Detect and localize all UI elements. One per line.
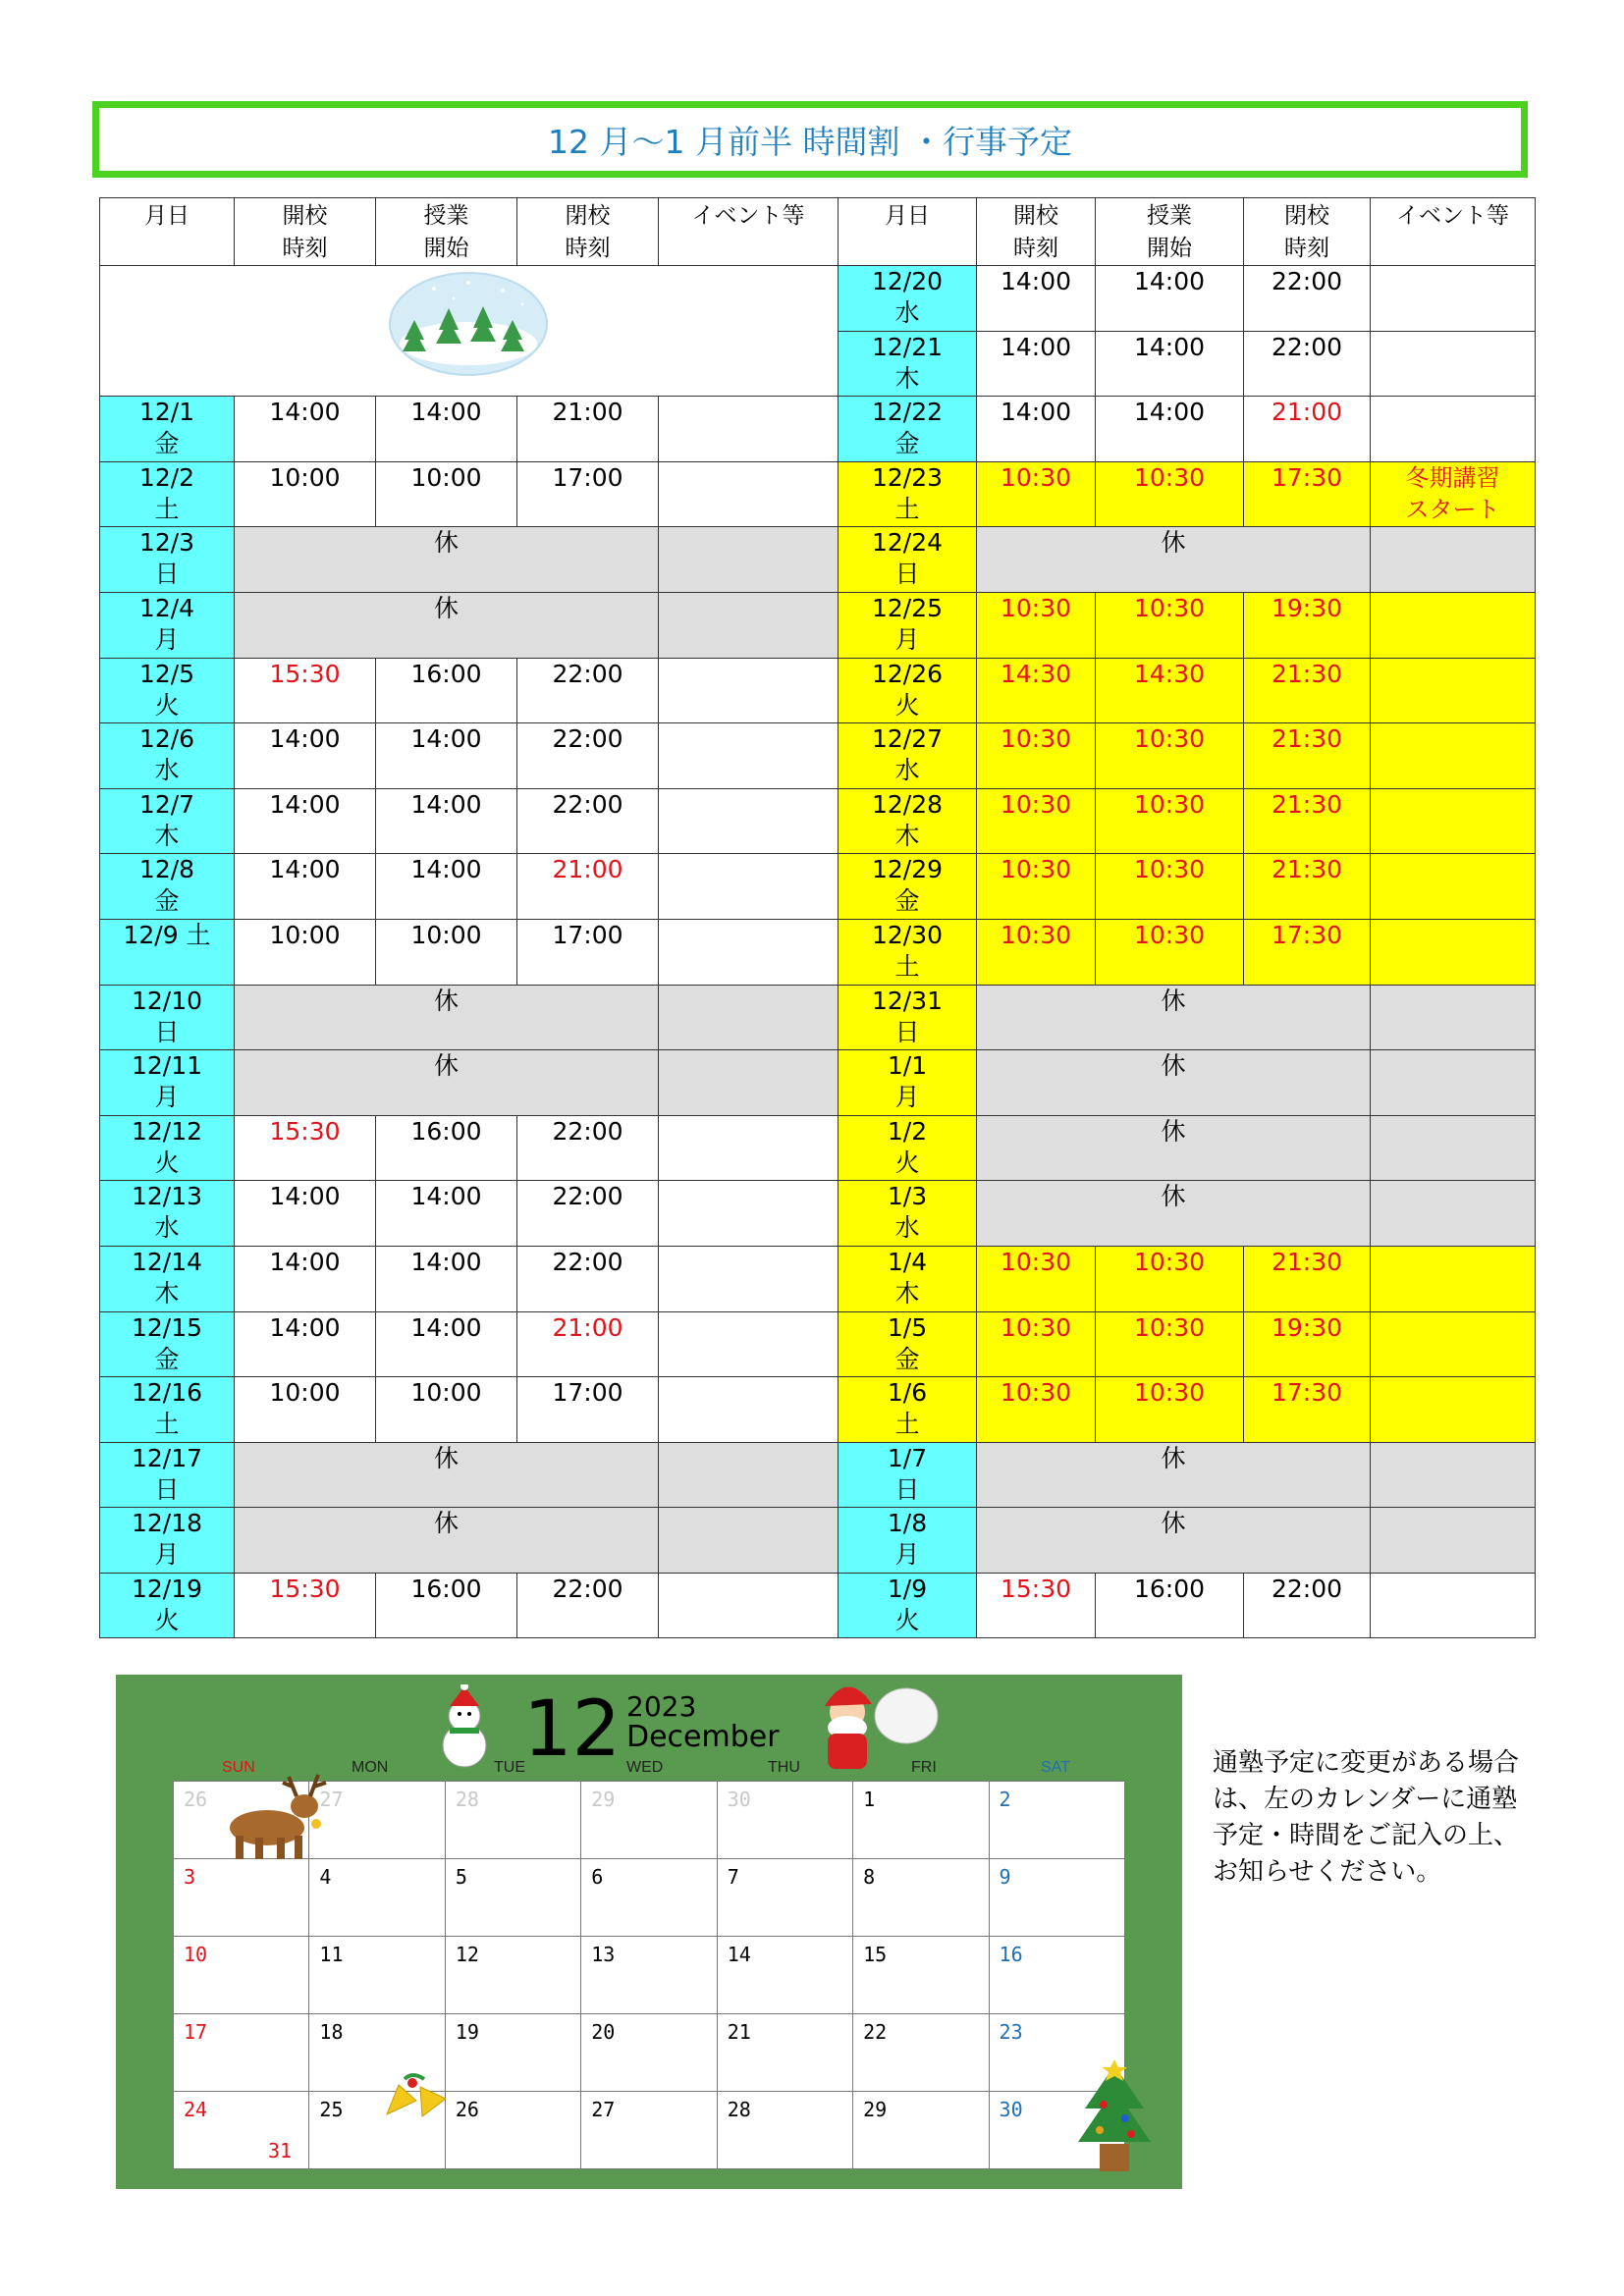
calendar-day[interactable] <box>581 2014 717 2092</box>
column-header: 月日 <box>839 198 977 266</box>
close-time-cell: 21:00 <box>517 1311 659 1377</box>
date-cell: 12/21 木 <box>839 331 977 397</box>
calendar-day[interactable] <box>309 1937 445 2014</box>
schedule-row <box>100 919 1536 985</box>
event-cell <box>1371 985 1536 1050</box>
day-number: 21 <box>727 2020 751 2044</box>
calendar-day[interactable] <box>989 1937 1124 2014</box>
closed-cell: 休 <box>977 1115 1371 1181</box>
day-number: 20 <box>591 2020 616 2044</box>
page-title: 12 月～1 月前半 時間割 ・行事予定 <box>92 101 1528 178</box>
date-cell: 1/1 月 <box>839 1050 977 1116</box>
event-cell <box>1371 397 1536 462</box>
day-number: 27 <box>591 2098 616 2121</box>
date-cell: 1/3 水 <box>839 1181 977 1247</box>
schedule-row <box>100 723 1536 789</box>
event-cell <box>1371 788 1536 854</box>
start-time-cell: 16:00 <box>376 658 517 723</box>
calendar-day[interactable] <box>717 2092 852 2169</box>
close-time-cell: 17:00 <box>517 919 659 985</box>
open-time-cell: 10:30 <box>977 919 1096 985</box>
column-header: 閉校 時刻 <box>517 198 659 266</box>
event-cell <box>659 854 839 920</box>
event-cell <box>1371 919 1536 985</box>
schedule-row <box>100 1377 1536 1443</box>
event-cell <box>659 1508 839 1574</box>
start-time-cell: 10:00 <box>376 461 517 527</box>
open-time-cell: 14:00 <box>977 331 1096 397</box>
day-number: 28 <box>455 1788 479 1811</box>
event-cell <box>659 1442 839 1508</box>
day-number: 27 <box>319 1788 344 1811</box>
close-time-cell: 17:30 <box>1244 1377 1371 1443</box>
column-header: 開校 時刻 <box>977 198 1096 266</box>
start-time-cell: 14:00 <box>1096 397 1244 462</box>
day-number: 1 <box>863 1788 876 1811</box>
schedule-row <box>100 1442 1536 1508</box>
start-time-cell: 10:30 <box>1096 854 1244 920</box>
event-cell <box>1371 527 1536 593</box>
open-time-cell: 10:00 <box>235 461 376 527</box>
day-number: 22 <box>863 2020 888 2044</box>
date-cell: 12/25 月 <box>839 592 977 658</box>
schedule-row <box>100 1115 1536 1181</box>
event-cell <box>1371 1311 1536 1377</box>
event-cell <box>1371 1573 1536 1638</box>
calendar-day[interactable] <box>581 2092 717 2169</box>
open-time-cell: 14:00 <box>235 723 376 789</box>
event-cell <box>1371 1115 1536 1181</box>
note-text: 通塾予定に変更がある場合は、左のカレンダーに通塾予定・時間をご記入の上、お知らせください。 <box>1213 1748 1520 1887</box>
weekday-wed: WED <box>626 1759 664 1776</box>
close-time-cell: 22:00 <box>517 1246 659 1311</box>
calendar-day[interactable] <box>853 1859 989 1937</box>
close-time-cell: 22:00 <box>1244 331 1371 397</box>
open-time-cell: 10:30 <box>977 854 1096 920</box>
event-cell <box>659 1181 839 1247</box>
open-time-cell: 15:30 <box>235 658 376 723</box>
date-cell: 12/30 土 <box>839 919 977 985</box>
date-cell: 12/28 木 <box>839 788 977 854</box>
date-cell: 12/23 土 <box>839 461 977 527</box>
calendar-day[interactable] <box>581 1782 717 1859</box>
start-time-cell: 10:30 <box>1096 788 1244 854</box>
calendar-day[interactable] <box>445 2014 580 2092</box>
date-cell: 12/4 月 <box>100 592 235 658</box>
closed-cell: 休 <box>235 1050 659 1116</box>
day-number: 24 <box>184 2098 208 2121</box>
calendar-day[interactable] <box>309 1859 445 1937</box>
day-number: 28 <box>727 2098 751 2121</box>
open-time-cell: 14:00 <box>235 1246 376 1311</box>
day-number: 16 <box>999 1943 1023 1966</box>
close-time-cell: 21:00 <box>1244 397 1371 462</box>
close-time-cell: 21:00 <box>517 854 659 920</box>
close-time-cell: 21:30 <box>1244 1246 1371 1311</box>
close-time-cell: 22:00 <box>1244 266 1371 332</box>
date-cell: 12/11 月 <box>100 1050 235 1116</box>
day-number: 18 <box>319 2020 344 2044</box>
column-header: 授業 開始 <box>376 198 517 266</box>
calendar-day[interactable] <box>174 2092 309 2169</box>
event-cell <box>1371 592 1536 658</box>
event-cell <box>1371 1377 1536 1443</box>
open-time-cell: 14:30 <box>977 658 1096 723</box>
open-time-cell: 14:00 <box>235 1181 376 1247</box>
event-cell <box>659 1050 839 1116</box>
schedule-row <box>100 1508 1536 1574</box>
open-time-cell: 10:30 <box>977 1377 1096 1443</box>
close-time-cell: 21:30 <box>1244 723 1371 789</box>
close-time-cell: 22:00 <box>1244 1573 1371 1638</box>
day-number: 29 <box>863 2098 888 2121</box>
date-cell: 1/7 日 <box>839 1442 977 1508</box>
open-time-cell: 14:00 <box>235 397 376 462</box>
date-cell: 12/5 火 <box>100 658 235 723</box>
header-row <box>100 198 1536 266</box>
open-time-cell: 10:30 <box>977 1246 1096 1311</box>
day-number: 17 <box>184 2020 208 2044</box>
start-time-cell: 16:00 <box>376 1573 517 1638</box>
date-cell: 12/26 火 <box>839 658 977 723</box>
event-cell <box>1371 331 1536 397</box>
calendar-day[interactable] <box>445 1937 580 2014</box>
start-time-cell: 10:30 <box>1096 592 1244 658</box>
closed-cell: 休 <box>977 985 1371 1050</box>
start-time-cell: 10:30 <box>1096 1246 1244 1311</box>
day-number: 26 <box>455 2098 479 2121</box>
close-time-cell: 17:30 <box>1244 919 1371 985</box>
schedule-row <box>100 658 1536 723</box>
day-number: 11 <box>319 1943 344 1966</box>
day-number: 23 <box>999 2020 1023 2044</box>
day-number-extra: 31 <box>268 2139 293 2163</box>
date-cell: 12/29 金 <box>839 854 977 920</box>
start-time-cell: 14:00 <box>376 1311 517 1377</box>
calendar-day[interactable] <box>853 1782 989 1859</box>
event-cell <box>659 397 839 462</box>
event-cell <box>1371 723 1536 789</box>
date-cell: 1/2 火 <box>839 1115 977 1181</box>
date-cell: 12/7 木 <box>100 788 235 854</box>
date-cell: 1/6 土 <box>839 1377 977 1443</box>
reindeer-icon <box>206 1767 334 1865</box>
calendar-day[interactable] <box>174 2014 309 2092</box>
start-time-cell: 10:30 <box>1096 723 1244 789</box>
open-time-cell: 10:30 <box>977 461 1096 527</box>
event-cell <box>659 985 839 1050</box>
day-number: 9 <box>999 1865 1011 1889</box>
event-cell <box>659 461 839 527</box>
weekday-sun: SUN <box>222 1759 255 1776</box>
start-time-cell: 14:00 <box>376 788 517 854</box>
event-cell <box>659 788 839 854</box>
date-cell: 12/31 日 <box>839 985 977 1050</box>
date-cell: 12/3 日 <box>100 527 235 593</box>
schedule-table <box>99 197 1536 1638</box>
calendar-day[interactable] <box>445 2092 580 2169</box>
event-cell <box>1371 1246 1536 1311</box>
close-time-cell: 21:00 <box>517 397 659 462</box>
schedule-row <box>100 527 1536 593</box>
event-cell <box>659 1246 839 1311</box>
closed-cell: 休 <box>235 527 659 593</box>
weekday-thu: THU <box>768 1759 800 1776</box>
date-cell: 12/9 土 <box>100 919 235 985</box>
calendar-day[interactable] <box>717 1859 852 1937</box>
calendar-day[interactable] <box>853 2092 989 2169</box>
date-cell: 12/6 水 <box>100 723 235 789</box>
calendar-month-number: 12 <box>523 1685 622 1774</box>
closed-cell: 休 <box>977 1508 1371 1574</box>
open-time-cell: 14:00 <box>235 1311 376 1377</box>
closed-cell: 休 <box>977 527 1371 593</box>
column-header: 開校 時刻 <box>235 198 376 266</box>
event-cell <box>659 527 839 593</box>
column-header: 授業 開始 <box>1096 198 1244 266</box>
close-time-cell: 19:30 <box>1244 1311 1371 1377</box>
calendar-day[interactable] <box>989 1859 1124 1937</box>
start-time-cell: 10:00 <box>376 1377 517 1443</box>
date-cell: 12/10 日 <box>100 985 235 1050</box>
day-number: 19 <box>455 2020 479 2044</box>
open-time-cell: 14:00 <box>977 397 1096 462</box>
event-cell <box>1371 1442 1536 1508</box>
close-time-cell: 21:30 <box>1244 788 1371 854</box>
calendar-week <box>174 2014 1125 2092</box>
event-cell <box>659 1311 839 1377</box>
day-number: 2 <box>999 1788 1011 1811</box>
closed-cell: 休 <box>235 592 659 658</box>
date-cell: 1/4 木 <box>839 1246 977 1311</box>
schedule-row <box>100 788 1536 854</box>
schedule-row <box>100 1050 1536 1116</box>
schedule-row <box>100 461 1536 527</box>
open-time-cell: 10:30 <box>977 788 1096 854</box>
weekday-mon: MON <box>352 1759 389 1776</box>
weekday-fri: FRI <box>911 1759 937 1776</box>
column-header: 閉校 時刻 <box>1244 198 1371 266</box>
bells-icon <box>377 2071 465 2130</box>
schedule-row <box>100 1181 1536 1247</box>
start-time-cell: 14:00 <box>1096 331 1244 397</box>
closed-cell: 休 <box>235 985 659 1050</box>
start-time-cell: 10:30 <box>1096 919 1244 985</box>
schedule-row <box>100 592 1536 658</box>
day-number: 10 <box>184 1943 208 1966</box>
closed-cell: 休 <box>977 1442 1371 1508</box>
snow-globe-icon <box>385 269 552 377</box>
start-time-cell: 16:00 <box>1096 1573 1244 1638</box>
day-number: 29 <box>591 1788 616 1811</box>
event-cell: 冬期講習 スタート <box>1371 461 1536 527</box>
date-cell: 12/19 火 <box>100 1573 235 1638</box>
open-time-cell: 10:30 <box>977 592 1096 658</box>
schedule-row <box>100 854 1536 920</box>
column-header: 月日 <box>100 198 235 266</box>
event-cell <box>1371 1181 1536 1247</box>
date-cell: 12/2 土 <box>100 461 235 527</box>
date-cell: 12/13 水 <box>100 1181 235 1247</box>
open-time-cell: 10:00 <box>235 1377 376 1443</box>
start-time-cell: 14:00 <box>1096 266 1244 332</box>
date-cell: 12/17 日 <box>100 1442 235 1508</box>
start-time-cell: 14:00 <box>376 854 517 920</box>
event-cell <box>659 1573 839 1638</box>
event-cell <box>1371 266 1536 332</box>
closed-cell: 休 <box>977 1050 1371 1116</box>
calendar-week <box>174 2092 1125 2169</box>
close-time-cell: 17:00 <box>517 461 659 527</box>
close-time-cell: 22:00 <box>517 1573 659 1638</box>
date-cell: 12/8 金 <box>100 854 235 920</box>
calendar-week <box>174 1859 1125 1937</box>
day-number: 6 <box>591 1865 604 1889</box>
calendar-day[interactable] <box>581 1859 717 1937</box>
date-cell: 12/1 金 <box>100 397 235 462</box>
day-number: 12 <box>455 1943 479 1966</box>
close-time-cell: 22:00 <box>517 1181 659 1247</box>
date-cell: 12/24 日 <box>839 527 977 593</box>
event-cell <box>1371 854 1536 920</box>
calendar-day[interactable] <box>853 1937 989 2014</box>
date-cell: 12/14 木 <box>100 1246 235 1311</box>
calendar-day[interactable] <box>581 1937 717 2014</box>
date-cell: 12/27 水 <box>839 723 977 789</box>
day-number: 7 <box>727 1865 739 1889</box>
open-time-cell: 15:30 <box>235 1573 376 1638</box>
day-number: 30 <box>727 1788 751 1811</box>
date-cell: 1/5 金 <box>839 1311 977 1377</box>
calendar-week <box>174 1937 1125 2014</box>
close-time-cell: 17:30 <box>1244 461 1371 527</box>
start-time-cell: 14:00 <box>376 397 517 462</box>
close-time-cell: 21:30 <box>1244 658 1371 723</box>
calendar-year: 2023 <box>626 1690 697 1723</box>
close-time-cell: 21:30 <box>1244 854 1371 920</box>
event-cell <box>659 1115 839 1181</box>
schedule-row <box>100 985 1536 1050</box>
open-time-cell: 14:00 <box>235 854 376 920</box>
start-time-cell: 14:30 <box>1096 658 1244 723</box>
event-cell <box>659 1377 839 1443</box>
calendar-day[interactable] <box>989 1782 1124 1859</box>
day-number: 8 <box>863 1865 876 1889</box>
open-time-cell: 10:30 <box>977 723 1096 789</box>
calendar-day[interactable] <box>717 2014 852 2092</box>
schedule-row <box>100 1311 1536 1377</box>
closed-cell: 休 <box>235 1508 659 1574</box>
date-cell: 12/20 水 <box>839 266 977 332</box>
date-cell: 12/16 土 <box>100 1377 235 1443</box>
calendar-day[interactable] <box>853 2014 989 2092</box>
close-time-cell: 22:00 <box>517 723 659 789</box>
event-cell <box>1371 1508 1536 1574</box>
calendar-day[interactable] <box>174 1937 309 2014</box>
schedule-row <box>100 1246 1536 1311</box>
start-time-cell: 16:00 <box>376 1115 517 1181</box>
event-cell <box>1371 658 1536 723</box>
date-cell: 12/12 火 <box>100 1115 235 1181</box>
day-number: 5 <box>455 1865 467 1889</box>
start-time-cell: 10:30 <box>1096 1311 1244 1377</box>
open-time-cell: 15:30 <box>235 1115 376 1181</box>
closed-cell: 休 <box>235 1442 659 1508</box>
open-time-cell: 10:00 <box>235 919 376 985</box>
calendar-day[interactable] <box>174 1859 309 1937</box>
day-number: 26 <box>184 1788 208 1811</box>
date-cell: 1/9 火 <box>839 1573 977 1638</box>
start-time-cell: 10:30 <box>1096 1377 1244 1443</box>
day-number: 14 <box>727 1943 751 1966</box>
start-time-cell: 14:00 <box>376 723 517 789</box>
open-time-cell: 15:30 <box>977 1573 1096 1638</box>
schedule-row <box>100 266 1536 332</box>
calendar-day[interactable] <box>717 1782 852 1859</box>
close-time-cell: 22:00 <box>517 1115 659 1181</box>
closed-cell: 休 <box>977 1181 1371 1247</box>
event-cell <box>659 592 839 658</box>
weekday-tue: TUE <box>494 1759 525 1776</box>
close-time-cell: 22:00 <box>517 788 659 854</box>
date-cell: 12/18 月 <box>100 1508 235 1574</box>
close-time-cell: 17:00 <box>517 1377 659 1443</box>
start-time-cell: 14:00 <box>376 1246 517 1311</box>
day-number: 30 <box>999 2098 1023 2121</box>
event-cell <box>1371 1050 1536 1116</box>
start-time-cell: 10:00 <box>376 919 517 985</box>
date-cell: 12/22 金 <box>839 397 977 462</box>
date-cell: 1/8 月 <box>839 1508 977 1574</box>
open-time-cell: 10:30 <box>977 1311 1096 1377</box>
schedule-row <box>100 1573 1536 1638</box>
column-header: イベント等 <box>1371 198 1536 266</box>
calendar-day[interactable] <box>717 1937 852 2014</box>
date-cell: 12/15 金 <box>100 1311 235 1377</box>
column-header: イベント等 <box>659 198 839 266</box>
christmas-tree-icon <box>1070 2059 1159 2177</box>
day-number: 25 <box>319 2098 344 2121</box>
day-number: 13 <box>591 1943 616 1966</box>
calendar-month-name: December <box>626 1720 780 1754</box>
event-cell <box>659 919 839 985</box>
schedule-row <box>100 397 1536 462</box>
day-number: 15 <box>863 1943 888 1966</box>
close-time-cell: 22:00 <box>517 658 659 723</box>
weekday-sat: SAT <box>1041 1759 1070 1776</box>
open-time-cell: 14:00 <box>977 266 1096 332</box>
start-time-cell: 10:30 <box>1096 461 1244 527</box>
calendar-day[interactable] <box>445 1859 580 1937</box>
close-time-cell: 19:30 <box>1244 592 1371 658</box>
day-number: 3 <box>184 1865 196 1889</box>
event-cell <box>659 723 839 789</box>
open-time-cell: 14:00 <box>235 788 376 854</box>
day-number: 4 <box>319 1865 332 1889</box>
start-time-cell: 14:00 <box>376 1181 517 1247</box>
calendar-day[interactable] <box>445 1782 580 1859</box>
event-cell <box>659 658 839 723</box>
